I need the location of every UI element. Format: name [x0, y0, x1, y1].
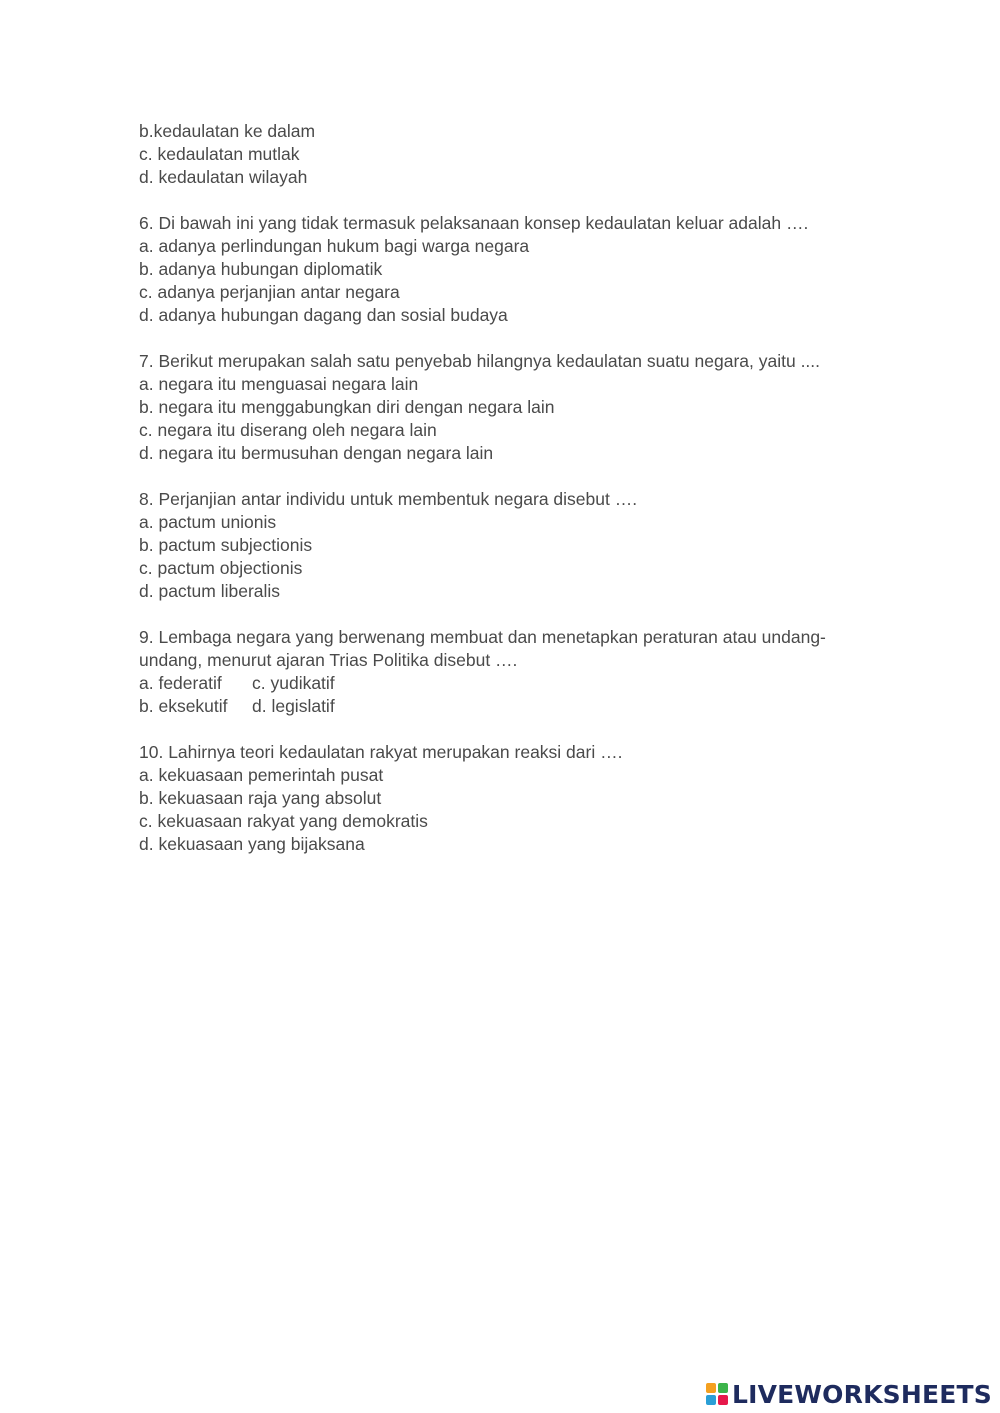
option-6a: a. adanya perlindungan hukum bagi warga negara: [139, 236, 530, 256]
liveworksheets-logo: [706, 1379, 992, 1409]
question-8-text: 8. Perjanjian antar individu untuk membentuk negara disebut ….: [139, 489, 638, 509]
options-row-2: [139, 695, 899, 718]
option-9c: c. yudikatif: [252, 673, 335, 693]
options-row-1: [139, 672, 899, 695]
question-9-text-line2: undang, menurut ajaran Trias Politika disebut ….: [139, 650, 518, 670]
question-7-text: 7. Berikut merupakan salah satu penyebab hilangnya kedaulatan suatu negara, yaitu ....: [139, 351, 821, 371]
option-10b: b. kekuasaan raja yang absolut: [139, 788, 382, 808]
option-6d: d. adanya hubungan dagang dan sosial budaya: [139, 305, 508, 325]
worksheet-page: [139, 120, 899, 856]
question-9-text-line1: 9. Lembaga negara yang berwenang membuat dan menetapkan peraturan atau undang-: [139, 627, 826, 647]
option-10a: a. kekuasaan pemerintah pusat: [139, 765, 384, 785]
option-9a: a. federatif: [139, 673, 222, 693]
option-7b: b. negara itu menggabungkan diri dengan negara lain: [139, 397, 555, 417]
option-6b: b. adanya hubungan diplomatik: [139, 259, 383, 279]
question-8: [139, 488, 899, 603]
option-10c: c. kekuasaan rakyat yang demokratis: [139, 811, 428, 831]
question-10: [139, 741, 899, 856]
logo-text: LIVEWORKSHEETS: [731, 1379, 992, 1409]
question-6-text: 6. Di bawah ini yang tidak termasuk pelaksanaan konsep kedaulatan keluar adalah ….: [139, 213, 809, 233]
option-5b: b.kedaulatan ke dalam: [139, 121, 316, 141]
option-8b: b. pactum subjectionis: [139, 535, 313, 555]
option-7d: d. negara itu bermusuhan dengan negara lain: [139, 443, 494, 463]
option-8d: d. pactum liberalis: [139, 581, 281, 601]
option-5d: d. kedaulatan wilayah: [139, 167, 308, 187]
option-8c: c. pactum objectionis: [139, 558, 303, 578]
option-6c: c. adanya perjanjian antar negara: [139, 282, 400, 302]
option-10d: d. kekuasaan yang bijaksana: [139, 834, 365, 854]
option-8a: a. pactum unionis: [139, 512, 277, 532]
option-9d: d. legislatif: [252, 696, 335, 716]
option-9b: b. eksekutif: [139, 696, 228, 716]
question-7: [139, 350, 899, 465]
option-5c: c. kedaulatan mutlak: [139, 144, 300, 164]
option-7c: c. negara itu diserang oleh negara lain: [139, 420, 437, 440]
option-7a: a. negara itu menguasai negara lain: [139, 374, 419, 394]
question-6: [139, 212, 899, 327]
liveworksheets-logo-icon: [706, 1383, 728, 1405]
question-5-tail: [139, 120, 899, 189]
question-9: [139, 626, 899, 718]
question-10-text: 10. Lahirnya teori kedaulatan rakyat merupakan reaksi dari ….: [139, 742, 623, 762]
